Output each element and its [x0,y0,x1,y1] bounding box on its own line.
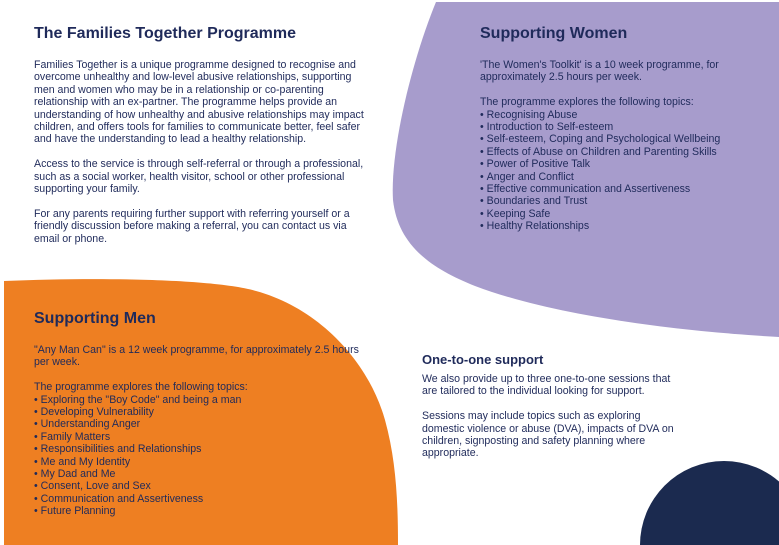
one-to-one-body [422,373,682,472]
women-topics-intro: The programme explores the following topics: [480,96,694,109]
men-topic-item: • Communication and Assertiveness [34,493,364,505]
men-topic-item: • Consent, Love and Sex [34,480,364,492]
women-topic-item: • Keeping Safe [480,208,770,220]
women-topic-item: • Introduction to Self-esteem [480,121,770,133]
men-topic-item: • Exploring the "Boy Code" and being a man [34,394,364,406]
intro-paragraph: For any parents requiring further support with referring yourself or a friendly discussion before making a referral, you can contact us via email or phone. [34,207,350,245]
men-topic-item: • Future Planning [34,505,364,517]
men-title: Supporting Men [34,310,156,327]
women-topic-item: • Healthy Relationships [480,220,770,232]
women-topic-item: • Effective communication and Assertiveness [480,183,770,195]
intro-paragraph: Access to the service is through self-referral or through a professional, such as a social worker, health visitor, school or other professional supporting your family. [34,158,364,196]
men-topic-item: • Understanding Anger [34,418,364,430]
men-topic-item: • Family Matters [34,431,364,443]
intro-paragraph: Families Together is a unique programme designed to recognise and overcome unhealthy and low-level abusive relationships, supporting men and women who may be in a relationship or co-parenting relationship with an ex-partner. The programme helps provide an understanding of how unhealthy and abusive relationships may impact children, and offers tools for families to communicate better, feel safer and have the understanding to lead a healthy relationship. [34,59,364,146]
men-body [34,344,364,518]
one-to-one-title: One-to-one support [422,352,544,367]
women-body [480,59,770,233]
men-topic-item: • My Dad and Me [34,468,364,480]
men-topics-intro: The programme explores the following topics: [34,381,248,394]
intro-body [34,59,364,257]
intro-title: The Families Together Programme [34,25,296,42]
navy-corner-circle [640,461,779,545]
women-topic-list [480,109,770,233]
men-topic-item: • Developing Vulnerability [34,406,364,418]
men-topic-list [34,394,364,518]
one-to-one-paragraph: We also provide up to three one-to-one sessions that are tailored to the individual looking for support. [422,373,671,398]
women-topic-item: • Power of Positive Talk [480,158,770,170]
women-intro: 'The Women's Toolkit' is a 10 week programme, for approximately 2.5 hours per week. [480,59,719,84]
women-topic-item: • Recognising Abuse [480,109,770,121]
women-topic-item: • Boundaries and Trust [480,195,770,207]
men-topic-item: • Responsibilities and Relationships [34,443,364,455]
women-topic-item: • Self-esteem, Coping and Psychological Wellbeing [480,133,770,145]
men-topic-item: • Me and My Identity [34,456,364,468]
women-topic-item: • Effects of Abuse on Children and Parenting Skills [480,146,770,158]
men-intro: "Any Man Can" is a 12 week programme, for approximately 2.5 hours per week. [34,344,359,369]
women-title: Supporting Women [480,25,628,42]
one-to-one-paragraph: Sessions may include topics such as exploring domestic violence or abuse (DVA), impacts of DVA on children, signposting and safety planning where appropriate. [422,410,674,460]
women-topic-item: • Anger and Conflict [480,171,770,183]
